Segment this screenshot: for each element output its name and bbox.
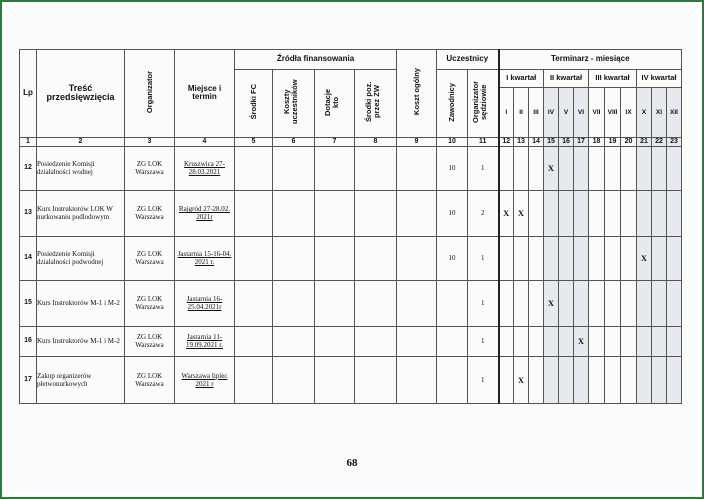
month-cell-3: [529, 356, 544, 403]
row-place-text: Warszawa lipiec 2021 r: [181, 371, 228, 388]
table-row: [20, 326, 682, 356]
row-content: Kurs Instruktorów LOK W nurkowaniu podlodowym: [37, 190, 125, 236]
table-row: [20, 236, 682, 280]
column-number-3: 3: [125, 137, 175, 146]
month-cell-10: [637, 356, 652, 403]
column-number-7: 7: [315, 137, 355, 146]
month-cell-1: [499, 326, 514, 356]
column-number-15: 15: [544, 137, 559, 146]
month-cell-8: [605, 356, 621, 403]
row-lp: 13: [20, 190, 37, 236]
row-empty-cost-3: [315, 236, 355, 280]
month-cell-5: [559, 326, 574, 356]
month-header-7: VII: [589, 88, 605, 138]
row-empty-cost-1: [235, 190, 273, 236]
organizer-header: [125, 50, 175, 138]
schedule-group-header: Terminarz - miesiące: [499, 50, 682, 70]
column-number-20: 20: [621, 137, 637, 146]
funding-header-4: [355, 70, 397, 138]
row-athletes: 10: [437, 236, 468, 280]
month-cell-5: [559, 280, 574, 326]
row-place-text: Rajgród 27-28.02. 2021r: [178, 205, 231, 222]
row-organizer: ZG LOK Warszawa: [125, 190, 175, 236]
row-athletes: 10: [437, 190, 468, 236]
month-cell-9: [621, 280, 637, 326]
funding-group-header: Źródła finansowania: [235, 50, 397, 70]
quarter-1-header: I kwartał: [499, 70, 544, 88]
month-cell-6: [574, 146, 589, 190]
month-cell-10: X: [637, 236, 652, 280]
month-header-11: XI: [652, 88, 667, 138]
participants-header-2: [468, 70, 499, 138]
row-empty-cost-4: [355, 236, 397, 280]
row-judges: 1: [468, 146, 499, 190]
month-cell-1: [499, 280, 514, 326]
row-empty-cost-3: [315, 326, 355, 356]
organizer-header-label: Organizator: [144, 70, 154, 114]
month-cell-4: X: [544, 146, 559, 190]
row-place: [175, 356, 235, 403]
month-cell-6: [574, 280, 589, 326]
row-content: Posiedzenie Komisji działalności wodnej: [37, 146, 125, 190]
funding-header-1: [235, 70, 273, 138]
month-cell-12: [667, 236, 682, 280]
funding-header-3: [315, 70, 355, 138]
month-cell-2: [514, 280, 529, 326]
row-lp: 14: [20, 236, 37, 280]
row-lp: 17: [20, 356, 37, 403]
row-place: [175, 190, 235, 236]
month-cell-11: [652, 190, 667, 236]
row-place: [175, 326, 235, 356]
table-row: [20, 190, 682, 236]
month-cell-3: [529, 190, 544, 236]
month-cell-10: [637, 326, 652, 356]
month-cell-11: [652, 236, 667, 280]
month-cell-1: [499, 146, 514, 190]
row-empty-cost-1: [235, 356, 273, 403]
month-cell-11: [652, 356, 667, 403]
month-cell-6: X: [574, 326, 589, 356]
month-cell-7: [589, 236, 605, 280]
month-cell-12: [667, 146, 682, 190]
total-cost-header-label: Koszt ogólny: [411, 68, 421, 116]
month-cell-5: [559, 356, 574, 403]
column-number-16: 16: [559, 137, 574, 146]
month-header-9: IX: [621, 88, 637, 138]
row-empty-cost-1: [235, 326, 273, 356]
row-empty-cost-3: [315, 190, 355, 236]
month-cell-9: [621, 356, 637, 403]
month-cell-6: [574, 236, 589, 280]
funding-header-1-label: Środki FC: [248, 84, 258, 120]
row-empty-cost-3: [315, 280, 355, 326]
month-cell-2: X: [514, 190, 529, 236]
month-header-3: III: [529, 88, 544, 138]
month-cell-7: [589, 146, 605, 190]
month-cell-8: [605, 236, 621, 280]
row-organizer: ZG LOK Warszawa: [125, 356, 175, 403]
month-cell-8: [605, 326, 621, 356]
row-lp: 16: [20, 326, 37, 356]
row-empty-cost-5: [397, 326, 437, 356]
month-cell-1: [499, 236, 514, 280]
table-row: [20, 280, 682, 326]
row-place-text: Jastarnia 15-16-04. 2021 r.: [177, 250, 232, 267]
row-lp: 15: [20, 280, 37, 326]
month-cell-1: X: [499, 190, 514, 236]
month-cell-12: [667, 190, 682, 236]
month-cell-3: [529, 146, 544, 190]
month-cell-8: [605, 146, 621, 190]
row-place-text: Kruszwica 27-28.03.2021: [183, 160, 225, 177]
content-header: Treść przedsięwzięcia: [37, 50, 125, 138]
funding-header-2-label: Koszty uczestników: [281, 79, 299, 125]
row-place: [175, 146, 235, 190]
row-empty-cost-4: [355, 146, 397, 190]
month-cell-9: [621, 190, 637, 236]
row-empty-cost-4: [355, 356, 397, 403]
row-judges: 1: [468, 236, 499, 280]
row-athletes: [437, 280, 468, 326]
month-cell-4: [544, 190, 559, 236]
row-empty-cost-5: [397, 190, 437, 236]
column-number-11: 11: [468, 137, 499, 146]
month-header-12: XII: [667, 88, 682, 138]
column-number-2: 2: [37, 137, 125, 146]
row-place: [175, 236, 235, 280]
row-empty-cost-1: [235, 280, 273, 326]
row-organizer: ZG LOK Warszawa: [125, 280, 175, 326]
month-header-8: VIII: [605, 88, 621, 138]
month-cell-11: [652, 146, 667, 190]
month-cell-12: [667, 356, 682, 403]
place-header: Miejsce i termin: [175, 50, 235, 138]
participants-header-1-label: Zawodnicy: [447, 82, 457, 122]
column-number-19: 19: [605, 137, 621, 146]
row-content: Kurs Instruktorów M-1 i M-2: [37, 326, 125, 356]
row-content: Kurs Instruktorów M-1 i M-2: [37, 280, 125, 326]
column-number-14: 14: [529, 137, 544, 146]
month-cell-4: X: [544, 280, 559, 326]
month-cell-7: [589, 280, 605, 326]
column-number-5: 5: [235, 137, 273, 146]
month-cell-3: [529, 326, 544, 356]
month-cell-4: [544, 326, 559, 356]
row-empty-cost-1: [235, 146, 273, 190]
month-cell-3: [529, 280, 544, 326]
funding-header-3-label: Dotacje kto: [322, 88, 340, 116]
total-cost-header: [397, 50, 437, 138]
month-cell-9: [621, 146, 637, 190]
row-athletes: [437, 326, 468, 356]
month-cell-10: [637, 190, 652, 236]
column-number-22: 22: [652, 137, 667, 146]
row-organizer: ZG LOK Warszawa: [125, 236, 175, 280]
row-empty-cost-4: [355, 190, 397, 236]
month-cell-4: [544, 236, 559, 280]
row-judges: 1: [468, 326, 499, 356]
month-cell-10: [637, 280, 652, 326]
column-number-4: 4: [175, 137, 235, 146]
row-empty-cost-5: [397, 356, 437, 403]
month-header-2: II: [514, 88, 529, 138]
column-number-6: 6: [273, 137, 315, 146]
quarter-4-header: IV kwartał: [637, 70, 682, 88]
participants-header-2-label: Organizator sędziowie: [470, 80, 488, 124]
row-place: [175, 280, 235, 326]
column-number-17: 17: [574, 137, 589, 146]
month-cell-12: [667, 326, 682, 356]
column-number-12: 12: [499, 137, 514, 146]
row-empty-cost-5: [397, 236, 437, 280]
month-header-5: V: [559, 88, 574, 138]
month-header-10: X: [637, 88, 652, 138]
month-header-1: I: [499, 88, 514, 138]
month-cell-6: [574, 356, 589, 403]
month-cell-2: X: [514, 356, 529, 403]
row-judges: 1: [468, 280, 499, 326]
row-empty-cost-2: [273, 356, 315, 403]
column-number-8: 8: [355, 137, 397, 146]
row-content: Posiedzenie Komisji działalności podwodnej: [37, 236, 125, 280]
month-cell-2: [514, 146, 529, 190]
row-place-text: Jastarnia 16-25.04.2021r: [186, 295, 223, 312]
table-row: [20, 146, 682, 190]
funding-header-4-label: Środki poz. przez ZW: [363, 81, 381, 123]
funding-header-2: [273, 70, 315, 138]
month-cell-7: [589, 356, 605, 403]
month-cell-4: [544, 356, 559, 403]
row-content: Zakup organizerów płetwonurkowych: [37, 356, 125, 403]
column-number-13: 13: [514, 137, 529, 146]
row-athletes: [437, 356, 468, 403]
month-cell-7: [589, 326, 605, 356]
month-cell-9: [621, 236, 637, 280]
row-organizer: ZG LOK Warszawa: [125, 326, 175, 356]
month-cell-7: [589, 190, 605, 236]
row-empty-cost-1: [235, 236, 273, 280]
row-empty-cost-3: [315, 146, 355, 190]
month-cell-11: [652, 326, 667, 356]
month-header-4: IV: [544, 88, 559, 138]
row-empty-cost-5: [397, 146, 437, 190]
participants-group-header: Uczestnicy: [437, 50, 499, 70]
row-empty-cost-2: [273, 190, 315, 236]
row-empty-cost-2: [273, 326, 315, 356]
month-cell-1: [499, 356, 514, 403]
quarter-3-header: III kwartał: [589, 70, 637, 88]
month-cell-11: [652, 280, 667, 326]
quarter-2-header: II kwartał: [544, 70, 589, 88]
month-cell-3: [529, 236, 544, 280]
month-cell-2: [514, 326, 529, 356]
row-empty-cost-2: [273, 146, 315, 190]
row-empty-cost-4: [355, 326, 397, 356]
row-empty-cost-2: [273, 280, 315, 326]
table-row: [20, 356, 682, 403]
row-empty-cost-5: [397, 280, 437, 326]
column-number-10: 10: [437, 137, 468, 146]
month-cell-5: [559, 236, 574, 280]
month-cell-8: [605, 190, 621, 236]
row-organizer: ZG LOK Warszawa: [125, 146, 175, 190]
column-number-1: 1: [20, 137, 37, 146]
row-athletes: 10: [437, 146, 468, 190]
column-number-9: 9: [397, 137, 437, 146]
month-cell-9: [621, 326, 637, 356]
column-number-21: 21: [637, 137, 652, 146]
month-cell-2: [514, 236, 529, 280]
month-cell-12: [667, 280, 682, 326]
row-judges: 2: [468, 190, 499, 236]
row-place-text: Jastarnia 11-19.09.2021 r.: [186, 333, 223, 350]
column-number-23: 23: [667, 137, 682, 146]
month-cell-5: [559, 190, 574, 236]
row-empty-cost-4: [355, 280, 397, 326]
participants-header-1: [437, 70, 468, 138]
row-judges: 1: [468, 356, 499, 403]
row-empty-cost-2: [273, 236, 315, 280]
row-lp: 12: [20, 146, 37, 190]
row-empty-cost-3: [315, 356, 355, 403]
month-cell-8: [605, 280, 621, 326]
page-number: 68: [346, 457, 358, 469]
month-cell-5: [559, 146, 574, 190]
lp-header: Lp: [20, 50, 37, 138]
month-header-6: VI: [574, 88, 589, 138]
month-cell-10: [637, 146, 652, 190]
schedule-table: [19, 49, 682, 404]
month-cell-6: [574, 190, 589, 236]
column-number-18: 18: [589, 137, 605, 146]
